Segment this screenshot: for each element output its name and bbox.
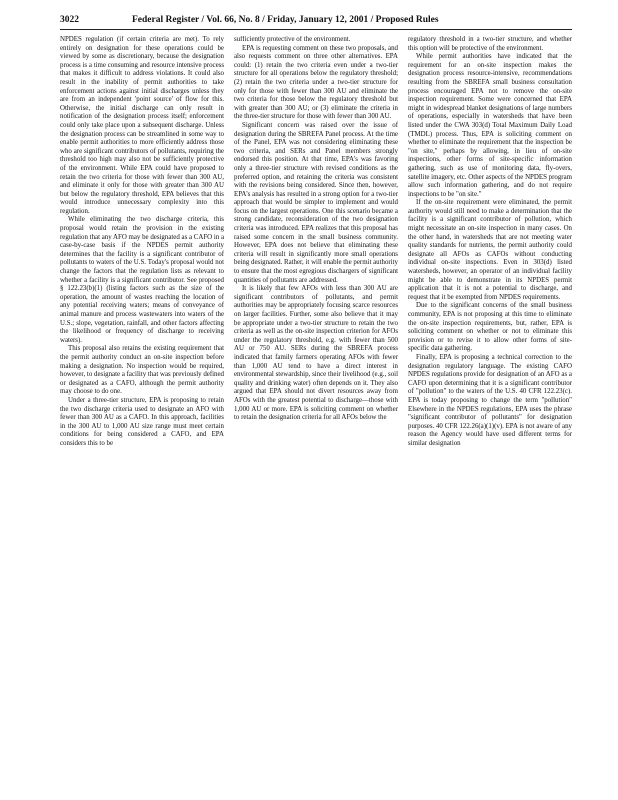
paragraph: While eliminating the two discharge criteria, this proposal would retain the provision in the existing regulation that any AFO may be designated as a CAFO in a case-by-case basis if the NPDES permit authority determines that the facility is a significant contributor of pollutants to waters of the U.S. Today's proposal would not change the factors that the regulation lists as relevant to whether a facility is a significant contributor. See proposed § 122.23(b)(1) (listing factors such as the size of the operation, the amount of wastes reaching the location of any potential receiving waters; means of conveyance of animal manure and process wastewaters into waters of the U.S.; slope, vegetation, rainfall, and other factors affecting the likelihood or frequency of discharge to receiving waters). <box>60 216 224 344</box>
text-columns <box>60 36 572 788</box>
paragraph: It is likely that few AFOs with less than 300 AU are significant contributors of pollutants, and permit authorities may be appropriately focusing scarce resources on larger facilities. Further, some also believe that it may be appropriate under a two-tier structure to retain the two criteria as well as the on-site inspection criterion for AFOs under the regulatory threshold, e.g. with fewer than 500 AU or 750 AU. SERs during the SBREFA process indicated that family farmers operating AFOs with fewer than 1,000 AU tend to have a direct interest in environmental stewardship, since their livelihood (e.g., soil quality and drinking water) often depends on it. They also argued that EPA should not divert resources away from AFOs with the greatest potential to discharge—those with 1,000 AU or more. EPA is soliciting comment on whether to retain the designation criteria for all AFOs below the <box>234 285 398 422</box>
header-rule <box>60 29 572 30</box>
paragraph: Finally, EPA is proposing a technical correction to the designation regulatory language. The existing CAFO NPDES regulations provide for designation of an AFO as a CAFO upon determining that it is a significant contributor of "pollution" to the waters of the U.S. 40 CFR 122.23(c). EPA is today proposing to change the term "pollution" Elsewhere in the NPDES regulations, EPA uses the phrase "significant contributor of pollutants" for designation purposes. 40 CFR 122.26(a)(1)(v). EPA is not aware of any reason the Agency would have used different terms for similar designation <box>408 353 572 447</box>
page-header <box>60 12 572 28</box>
running-title: Federal Register / Vol. 66, No. 8 / Friday, January 12, 2001 / Proposed Rules <box>132 15 439 25</box>
paragraph: While permit authorities have indicated that the requirement for an on-site inspection makes the designation process resource-intensive, recommendations resulting from the SBREFA small business consultation process encouraged EPA not to remove the on-site inspection requirement. Some were concerned that EPA might in widespread blanket designations of large numbers of operations, especially in watersheds that have been listed under the CWA 303(d) Total Maximum Daily Load (TMDL) process. Thus, EPA is soliciting comment on whether to eliminate the requirement that the inspection be "on site," perhaps by allowing, in lieu of on-site inspections, other forms of site-specific information gathering, such as use of monitoring data, fly-overs, satellite imagery, etc. Other aspects of the NPDES program allow such information gathering, and do not require inspections to be "on site." <box>408 53 572 198</box>
paragraph: Due to the significant concerns of the small business community, EPA is not proposing at this time to eliminate the on-site inspection requirements, but, rather, EPA is soliciting comment on whether or not to eliminate this provision or to revise it to allow other forms of site-specific data gathering. <box>408 302 572 353</box>
page-number: 3022 <box>60 15 79 25</box>
paragraph: If the on-site requirement were eliminated, the permit authority would still need to make a determination that the facility is a significant contributor of pollution, which might necessitate an on-site inspection in many cases. On the other hand, in watersheds that are not meeting water quality standards for nutrients, the permit authority could designate all AFOs as CAFOs without conducting individual on-site inspections. Even in 303(d) listed watersheds, however, an operator of an individual facility might be able to demonstrate in its NPDES permit application that it is not a potential to discharge, and request that it be exempted from NPDES requirements. <box>408 199 572 301</box>
column-right <box>408 36 572 788</box>
paragraph: sufficiently protective of the environment. <box>234 36 351 43</box>
column-middle <box>234 36 398 788</box>
paragraph: Significant concern was raised over the issue of designation during the SBREFA Panel process. At the time of the Panel, EPA was not considering eliminating these two criteria, and SERs and Panel members strongly endorsed this position. At that time, EPA's was favoring only a three-tier structure with revised conditions as the preferred option, and retaining the criteria was consistent with the revisions being considered. Since then, however, EPA's analysis has resulted in a strong option for a two-tier approach that would be simpler to implement and would focus on the largest operations. One this scenario became a strong candidate, reconsideration of the two designation criteria was introduced. EPA realizes that this proposal has raised some concern in the small business community. However, EPA does not believe that eliminating these criteria will result in significantly more small operations being designated. Rather, it will enable the permit authority to ensure that the most egregious dischargers of significant quantities of pollutants are addressed. <box>234 121 398 284</box>
paragraph: regulatory threshold in a two-tier structure, and whether this option will be protective of the environment. <box>408 36 572 52</box>
column-left <box>60 36 224 788</box>
paragraph: This proposal also retains the existing requirement that the permit authority conduct an on-site inspection before making a designation. No inspection would be required, however, to designate a facility that was previously defined or designated as a CAFO, although the permit authority may choose to do one. <box>60 345 224 396</box>
paragraph: EPA is requesting comment on these two proposals, and also requests comment on three other alternatives. EPA could: (1) retain the two criteria even under a two-tier structure for all operations below the regulatory threshold; (2) retain the two criteria under a two-tier structure for only for those with fewer than 300 AU and eliminate the two criteria for those below the regulatory threshold but with greater than 300 AU; or (3) eliminate the criteria in the three-tier structure for those with fewer than 300 AU. <box>234 44 398 121</box>
paragraph: NPDES regulation (if certain criteria are met). To rely entirely on designation for these operations could be viewed by some as discretionary, because the designation process is a time consuming and resource intensive process that makes it difficult to address violations. It could also result in the inability of permit authorities to take enforcement actions against initial discharges unless they are from an independent 'point source' of flow for this. Otherwise, the initial discharge can only result in notification of the designation process itself; enforcement could only take place upon a subsequent discharge. Unless the designation process can be streamlined in some way to enable permit authorities to more efficiently address those who are significant contributors of pollutants, requiring the threshold too high may also not be sufficiently protective of the environment. While EPA could have proposed to retain the two criteria for those with fewer than 300 AU, and eliminate it only for those with greater than 300 AU but below the regulatory threshold, EPA believes that this would introduce unnecessary complexity into this regulation. <box>60 36 224 215</box>
paragraph: Under a three-tier structure, EPA is proposing to retain the two discharge criteria used to designate an AFO with fewer than 300 AU as a CAFO. In this approach, facilities in the 300 AU to 1,000 AU size range must meet certain conditions for being considered a CAFO, and EPA considers this to be <box>60 396 224 447</box>
